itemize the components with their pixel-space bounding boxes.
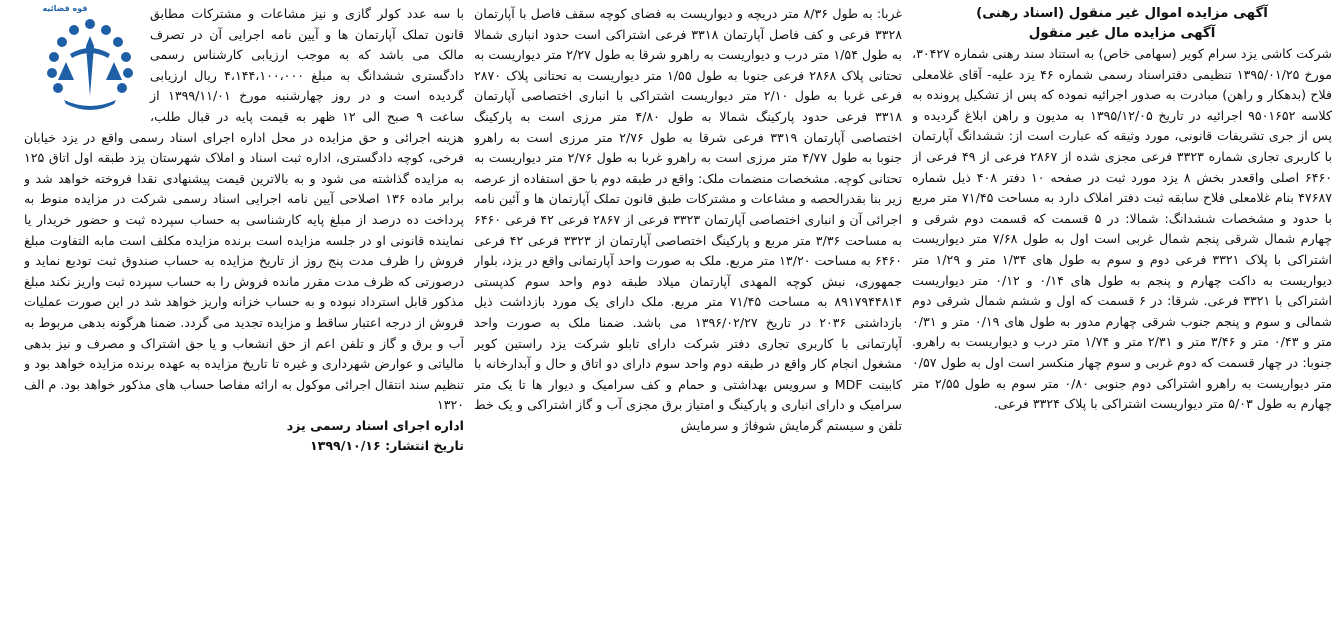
notice-column-3 bbox=[24, 4, 464, 616]
notice-subtitle: آگهی مزایده مال غیر منقول bbox=[1028, 26, 1216, 41]
judiciary-logo bbox=[30, 4, 150, 116]
notice-column-1 bbox=[912, 4, 1332, 616]
notice-title: آگهی مزایده اموال غیر منقول (اسناد رهنی) bbox=[976, 6, 1268, 21]
notice-column-2 bbox=[474, 4, 902, 616]
judiciary-emblem-icon bbox=[30, 4, 150, 116]
notice-text-column-2: غربا: به طول ۸/۳۶ متر دریچه و دیواریست به فضای کوچه سقف فاصل با آپارتمان ۳۳۲۸ فرعی و کف فاصل آپارتمان ۳۳۱۸ فرعی اشتراکی است حدود انباری شمالا به طول ۱/۵۴ متر درب و دیواریست به راهرو شرقا به طول ۲/۲۷ متر دیواریست به تحتانی پلاک ۲۸۶۸ فرعی جنوبا به طول ۱/۵۵ متر دیواریست به تحتانی پلاک ۲۸۷۰ فرعی غربا به طول ۲/۱۰ متر دیواریست اشتراکی با انباری اختصاصی آپارتمان ۳۳۱۸ فرعی حدود پارکینگ شمالا به طول ۴/۸۰ متر مرزی است به پارکینگ اختصاصی آپارتمان ۳۳۱۹ فرعی شرقا به طول ۲/۷۶ متر مرزی است به راهرو جنوبا به طول ۴/۷۷ متر مرزی است به راهرو غربا به طول ۲/۷۶ متر دیواریست به تحتانی کوچه. مشخصات منضمات ملک: واقع در طبقه دوم با حق استفاده از عرصه زیر بنا بقدرالحصه و مشاعات و مشترکات طبق قانون تملک آپارتمان ها و آئین نامه اجرائی آن و انباری اختصاصی آپارتمان ۳۳۲۳ فرعی از ۲۸۶۷ فرعی ۴۲ فرعی ۶۴۶۰ به مساحت ۳/۳۶ متر مربع و پارکینگ اختصاصی آپارتمان از ۳۳۲۳ فرعی ۴۲ فرعی ۶۴۶۰ به مساحت ۱۳/۲۰ متر مربع. ملک به صورت واحد آپارتمانی واقع در یزد، بلوار جمهوری، نبش کوچه المهدی آپارتمان میلاد طبقه دوم واحد سوم کدپستی ۸۹۱۷۹۴۴۸۱۴ به مساحت ۷۱/۴۵ متر مربع. ملک دارای یک مورد بازداشت ذیل بازداشتی ۲۰۳۶ در تاریخ ۱۳۹۶/۰۲/۲۷ می باشد. ضمنا ملک به صورت واحد آپارتمانی با کاربری تجاری دفتر شرکت دارای تابلو شرکت یزد راستین کویر مشغول انجام کار واقع در طبقه دوم واحد سوم دارای دو اتاق و حال و آبدارخانه با کابینت MDF و سرویس بهداشتی و حمام و کف سرامیک و دیوار ها تا یک متر سرامیک و دارای انباری و پارکینگ و امتیاز برق مجزی آب و گاز اشتراکی و یک خط تلفن و سیستم گرمایش شوفاژ و سرمایش bbox=[474, 6, 902, 433]
issuing-office: اداره اجرای اسناد رسمی یزد bbox=[286, 417, 464, 433]
publish-date: تاریخ انتشار: ۱۳۹۹/۱۰/۱۶ bbox=[309, 438, 464, 454]
notice-text-column-1: شرکت کاشی یزد سرام کویر (سهامی خاص) به استناد سند رهنی شماره ۳۰۴۲۷، مورخ ۱۳۹۵/۰۱/۲۵ تنظیمی دفتراسناد رسمی شماره ۴۶ یزد علیه- آقای غلامعلی فلاح (بدهکار و راهن) مبادرت به صدور اجرائیه نموده که پس از تشکیل پرونده به کلاسه ۹۵۰۱۶۵۲ اجرائیه در تاریخ ۱۳۹۵/۱۲/۰۵ به مدیون و راهن ابلاغ گردیده و پس از جری تشریفات قانونی، مورد وثیقه که عبارت است از: ششدانگ آپارتمان با کاربری تجاری شماره ۳۳۲۳ فرعی مجزی شده از ۲۸۶۷ فرعی از ۴۹ فرعی از ۶۴۶۰ اصلی واقعدر بخش ۸ یزد مورد ثبت در صفحه ۱۰ دفتر ۴۰۸ ذیل شماره ۴۷۶۸۷ بنام غلامعلی فلاح سابقه ثبت دفتر املاک دارد به مساحت ۷۱/۴۵ متر مربع با حدود و مشخصات ششدانگ: شمالا: در ۵ قسمت که قسمت دوم شرقی و چهارم شمال شرقی پنجم شمال غربی است اول به طول ۷/۶۸ متر دیواریست اشتراکی با پلاک ۳۳۲۱ فرعی دوم و سوم به طول های ۱/۳۴ متر و ۱/۲۹ متر دیواریست به داکت چهارم و پنجم به طول های ۰/۱۴ و ۰/۱۲ متر دیواریست اشتراکی با ۳۳۲۱ فرعی. شرقا: در ۶ قسمت که اول و ششم شمال شرقی دوم شمالی و سوم و پنجم جنوب شرقی چهارم مدور به طول های ۰/۱۹ متر و ۰/۳۱ متر و ۰/۴۳ متر و ۳/۴۶ متر و ۲/۳۱ متر و ۱/۷۴ متر درب و دیواریست به راهرو. جنوبا: در چهار قسمت که دوم غربی و سوم چهار منکسر است اول به طول ۰/۵۷ متر دیواریست به راهرو اشتراکی دوم جنوبی ۰/۸۰ متر سوم به طول ۲/۵۵ متر چهارم به طول ۵/۰۳ متر دیواریست اشتراکی با پلاک ۳۳۲۴ فرعی. bbox=[912, 46, 1332, 412]
logo-caption: قوه قضائیه bbox=[42, 4, 88, 13]
notice-text-column-3: با سه عدد کولر گازی و نیز مشاعات و مشترکات مطابق قانون تملک آپارتمان ها و آیین نامه اجرایی آن در تصرف مالک می باشد که به موجب ارزیابی کارشناس رسمی دادگستری ششدانگ به مبلغ ۴،۱۴۴،۱۰۰،۰۰۰ ریال ارزیابی گردیده است و در روز چهارشنبه مورخ ۱۳۹۹/۱۱/۰۱ از ساعت ۹ صبح الی ۱۲ ظهر به قیمت پایه در قبال طلب، هزینه اجرائی و حق مزایده در محل اداره اجرای اسناد رسمی واقع در یزد خیابان فرخی، کوچه دادگستری، اداره ثبت اسناد و املاک شهرستان یزد طبقه اول اتاق ۱۲۵ به مزایده گذاشته می شود و به بالاترین قیمت پیشنهادی نقدا فروخته خواهد شد و برابر ماده ۱۳۶ اصلاحی آیین نامه اجرایی اسناد رسمی شرکت در مزایده منوط به پرداخت ده درصد از مبلغ پایه کارشناسی به حساب سپرده ثبت و حضور خریدار یا نماینده قانونی او در جلسه مزایده است برنده مزایده مکلف است مابه التفاوت مبلغ فروش را ظرف مدت پنج روز از تاریخ مزایده به حساب صندوق ثبت تودیع نماید و درصورتی که ظرف مدت مقرر مانده فروش را به حساب سپرده ثبت واریز نکند مبلغ مذکور قابل استرداد نبوده و به حساب خزانه واریز خواهد شد در این صورت عملیات فروش از درجه اعتبار ساقط و مزایده تجدید می گردد. ضمنا هرگونه بدهی مربوط به آب و برق و گاز و تلفن اعم از حق انشعاب و یا حق اشتراک و مصرف و نیز بدهی مالیاتی و عوارض شهرداری و غیره تا تاریخ مزایده به عهده برنده مزایده خواهد بود و تنظیم سند انتقال اجرائی موکول به ارائه مفاصا حساب های مذکور خواهد بود. م الف ۱۳۲۰ bbox=[24, 6, 464, 413]
